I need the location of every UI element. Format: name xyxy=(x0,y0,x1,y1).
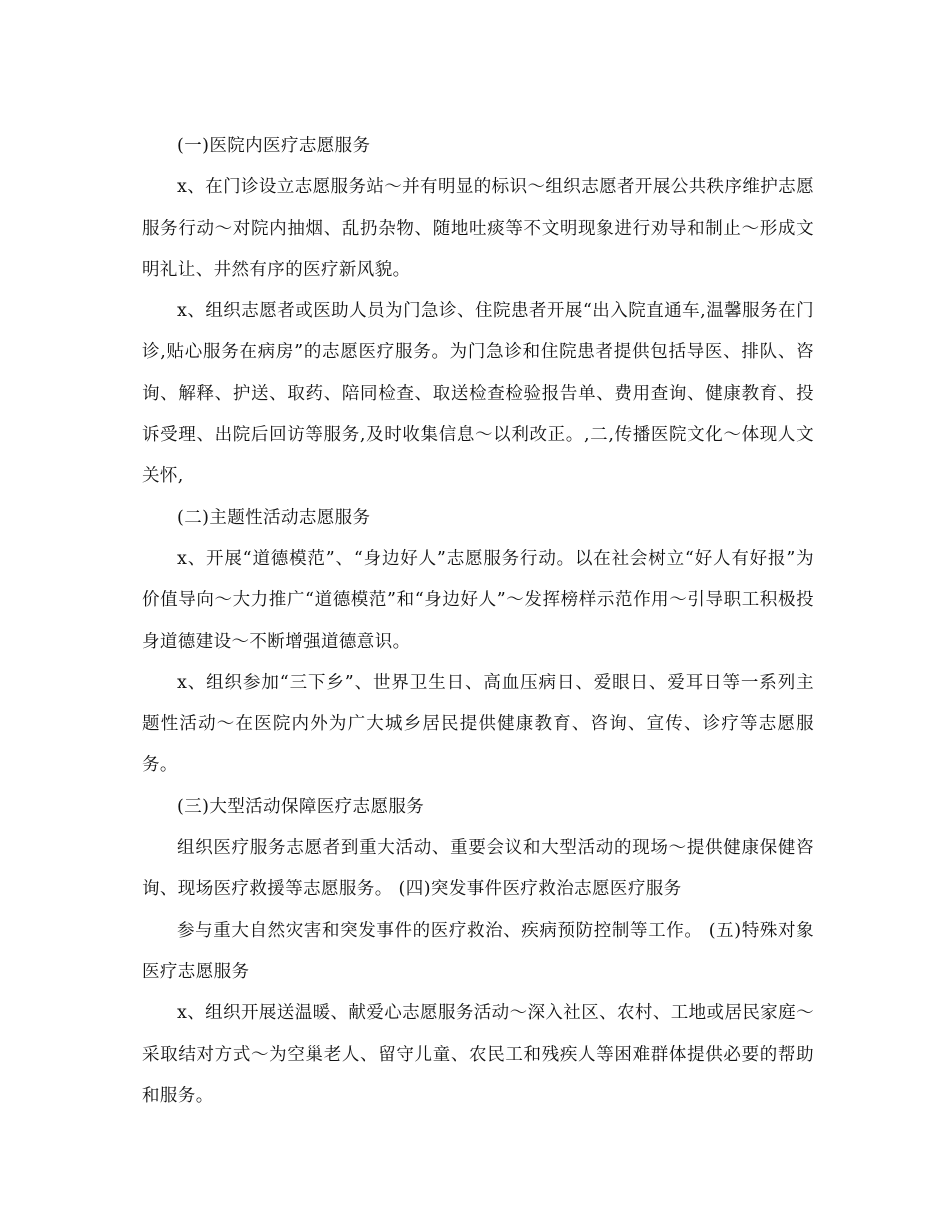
paragraph: 参与重大自然灾害和突发事件的医疗救治、疾病预防控制等工作。 (五)特殊对象医疗志愿服务 xyxy=(142,920,814,982)
section-heading-3: (三)大型活动保障医疗志愿服务 xyxy=(177,796,425,817)
paragraph: x、在门诊设立志愿服务站～并有明显的标识～组织志愿者开展公共秩序维护志愿服务行动～对院内抽烟、乱扔杂物、随地吐痰等不文明现象进行劝导和制止～形成文明礼让、井然有序的医疗新风貌。 xyxy=(142,177,814,280)
paragraph: 组织医疗服务志愿者到重大活动、重要会议和大型活动的现场～提供健康保健咨询、现场医疗救援等志愿服务。 (四)突发事件医疗救治志愿医疗服务 xyxy=(142,838,814,900)
paragraph: x、组织参加“三下乡”、世界卫生日、高血压病日、爱眼日、爱耳日等一系列主题性活动～在医院内外为广大城乡居民提供健康教育、咨询、宣传、诊疗等志愿服务。 xyxy=(142,672,814,776)
section-heading-1: (一)医院内医疗志愿服务 xyxy=(177,136,371,156)
document-page xyxy=(142,126,814,1117)
paragraph: x、组织志愿者或医助人员为门急诊、住院患者开展“出入院直通车,温馨服务在门诊,贴心服务在病房”的志愿医疗服务。为门急诊和住院患者提供包括导医、排队、咨询、解释、护送、取药、陪同检查、取送检查检验报告单、费用查询、健康教育、投诉受理、出院后回访等服务,及时收集信息～以利改正。,二,传播医院文化～体现人文关怀, xyxy=(142,301,814,487)
paragraph: x、开展“道德模范”、“身边好人”志愿服务行动。以在社会树立“好人有好报”为价值导向～大力推广“道德模范”和“身边好人”～发挥榜样示范作用～引导职工积极投身道德建设～不断增强道德意识。 xyxy=(142,548,814,652)
paragraph: x、组织开展送温暖、献爱心志愿服务活动～深入社区、农村、工地或居民家庭～采取结对方式～为空巢老人、留守儿童、农民工和残疾人等困难群体提供必要的帮助和服务。 xyxy=(142,1003,814,1106)
section-heading-2: (二)主题性活动志愿服务 xyxy=(177,507,371,528)
